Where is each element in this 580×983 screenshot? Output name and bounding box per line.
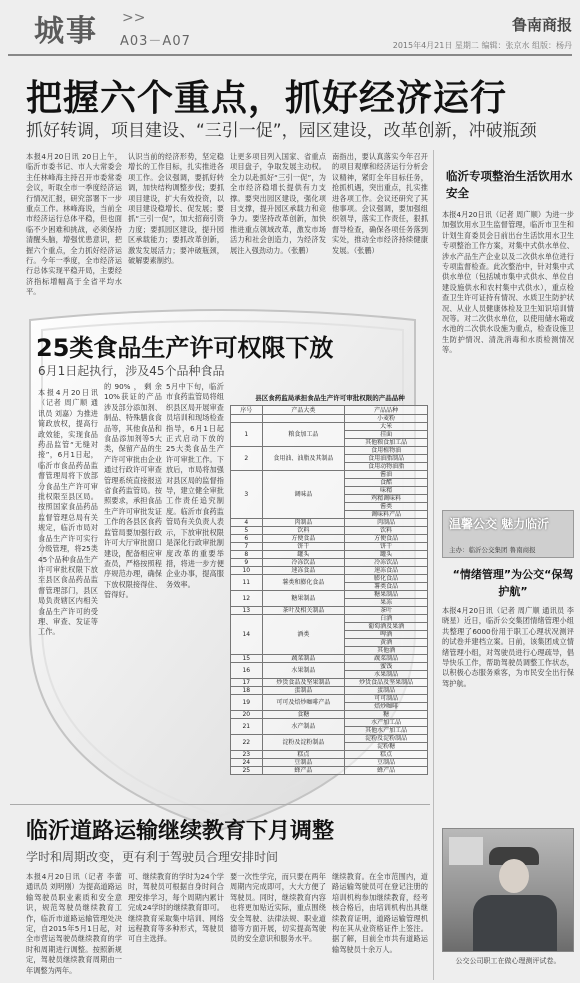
bottom-story-column-4: 继续教育。在全市范围内，道路运输驾驶员可在登记注册的培训机构参加继续教育，经考核合格后，由培训机构出具继续教育证明，道路运输管理机构在其从业资格证件上签注。据了解，目前全市共有道路运输驾驶员十余万人。: [332, 872, 428, 954]
table-cell-item: 糖果制品: [345, 591, 428, 599]
table-cell-category: 茶叶及相关制品: [262, 607, 345, 615]
bottom-story-title: 临沂道路运输继续教育下月调整: [26, 819, 335, 844]
table-cell-item: 其他酒: [345, 647, 428, 655]
table-cell-item: 糕点: [345, 751, 428, 759]
table-cell-item: 鸡精调味料: [345, 495, 428, 503]
table-cell-item: 食醋: [345, 479, 428, 487]
main-story-column-4: 南指出，要认真落实今年召开的项目观摩和经济运行分析会议精神，紧盯全年目标任务，抢抓机遇，突出重点，扎实推进各项工作。会议还研究了其他事项。会议强调，要加强组织领导，落实工作责任，狠抓督导检查，确保各项任务落到实处，推动全市经济持续健康发展。（张鹏）: [332, 152, 428, 255]
table-cell-category: 薯类和膨化食品: [262, 575, 345, 591]
food-story-column-1: 本报4月20日讯（记者 周广顺 通讯员 刘嘉）为推进简政放权，提高行政效能，实现食品药品监管“无缝对接”，6月1日起，临沂市食品药品监督管理局将下放部分食品生产许可审批权限至县区局。按照国家食品药品监督管理总局有关规定，临沂市局对食品生产许可实行分级管理，将25类45个品种食品生产许可审批权限下放至县区食品药品监督管理部门，县区局负责辖区内相关食品生产许可的受理、审查、发证等工作。: [38, 388, 98, 637]
bottom-story-column-3: 要一次性学完，而只要在两年周期内完成即可，大大方便了驾驶员。同时，继续教育内容也将更加贴近实际，重点围绕安全驾驶、法律法规、职业道德等方面开展，切实提高驾驶员的安全意识和服务水平。: [230, 872, 326, 944]
food-license-table: [230, 405, 428, 775]
section-arrows: >>: [122, 10, 146, 26]
table-cell-category: 肉制品: [262, 519, 345, 527]
food-story-column-2: 的90%，剩余10%获证的产品涉及部分添加剂、制品、特殊膳食食品等，其他食品和食品添加剂等5大类，保留产品的生产许可审批由企业通过行政许可审查管理系统直接报送省食药监管局。按照要求，承担食品生产许可审批发证工作的各县区食药监管局要加强行政许可大厅审批窗口建设，配备相应审查员，严格按照程序规范办理，确保下放权限接得住、管得好。: [104, 382, 162, 600]
table-cell-item: 蜂产品: [345, 767, 428, 775]
table-row: [231, 695, 428, 703]
table-cell-item: 其他水产加工品: [345, 727, 428, 735]
table-cell-item: 酱类: [345, 503, 428, 511]
table-cell-item: 果冻: [345, 599, 428, 607]
table-cell-category: 水产制品: [262, 719, 345, 735]
table-cell-item: 饼干: [345, 543, 428, 551]
table-cell-no: 12: [231, 591, 263, 607]
sidebar-body-2: 本报4月20日讯（记者 周广顺 通讯员 李晓星）近日，临沂公交集团情绪管理小组共整理了6000份用于职工心理状况测评的试卷并建档立案。日前，该集团成立情绪管理小组，对驾驶员进行心理疏导，倡导快乐工作，帮助驾驶员调整工作状态，以积极心态服务乘客，为市民安全出行保驾护航。: [442, 606, 574, 688]
table-cell-category: 冷冻饮品: [262, 559, 345, 567]
table-cell-no: 20: [231, 711, 263, 719]
main-story-column-3: 让更多项目列入国家、省重点项目盘子，争取发展主动权。全力以赴抓好“三引一促”，为全市经济稳增长提供有力支撑。要突出园区建设，强化项目支撑，提升园区承载力和竞争力。要坚持改革创新，加快推进重点领域改革，激发市场活力和社会创造力，为经济发展注入强劲动力。（张鹏）: [230, 152, 326, 255]
main-subhead: 抓好转调，项目建设、“三引一促”，园区建设，改革创新，冲破瓶颈: [26, 121, 537, 141]
table-caption: 县区食药监局承担食品生产许可审批权限的产品品种: [255, 394, 405, 402]
table-cell-no: 3: [231, 471, 263, 519]
table-cell-category: 蛋制品: [262, 687, 345, 695]
table-row: [231, 415, 428, 423]
table-cell-category: 食糖: [262, 711, 345, 719]
table-cell-no: 17: [231, 679, 263, 687]
table-cell-item: 食用植物油: [345, 447, 428, 455]
table-cell-no: 11: [231, 575, 263, 591]
table-cell-no: 6: [231, 535, 263, 543]
table-cell-no: 10: [231, 567, 263, 575]
table-row: [231, 711, 428, 719]
table-cell-category: 速冻食品: [262, 567, 345, 575]
food-story-subtitle: 6月1日起执行，涉及45个品种食品: [38, 364, 225, 378]
table-cell-item: 食用油脂制品: [345, 455, 428, 463]
table-cell-no: 14: [231, 615, 263, 655]
section-title: 城事: [34, 14, 98, 49]
table-row: [231, 591, 428, 599]
bottom-rule: [10, 804, 430, 805]
sidebar-title-2: “情绪管理”为公交“保驾护航”: [452, 568, 574, 598]
bus-promo-banner: [442, 510, 574, 558]
table-cell-category: [262, 415, 345, 423]
promo-sponsor: 主办：临沂公交集团 鲁南商报: [449, 546, 536, 554]
table-row: [231, 615, 428, 623]
table-row: [231, 471, 428, 479]
table-row: [231, 719, 428, 727]
table-row: [231, 767, 428, 775]
table-cell-no: 2: [231, 447, 263, 471]
table-header-items: 产品品种: [345, 406, 428, 415]
table-row: [231, 687, 428, 695]
table-cell-item: 葡萄酒及果酒: [345, 623, 428, 631]
table-cell-no: 24: [231, 759, 263, 767]
table-cell-item: 饮料: [345, 527, 428, 535]
table-cell-item: 调味料产品: [345, 511, 428, 519]
table-cell-no: 22: [231, 735, 263, 751]
main-story-column-2: 认识当前的经济形势，坚定稳增长的工作目标，扎实推进各项工作。会议强调，要抓好转调，加快结构调整步伐；要抓项目建设，扩大有效投资，以项目建设稳增长、促发展；要抓“三引一促”，加大招商引资力度；要抓园区建设，提升园区承载能力；要抓改革创新，激发发展活力；要冲破瓶颈，破解要素制约。: [128, 152, 224, 266]
table-cell-item: 食用动物油脂: [345, 463, 428, 471]
main-headline: 把握六个重点，抓好经济运行: [26, 78, 508, 119]
table-cell-item: 冷冻饮品: [345, 559, 428, 567]
table-row: [231, 751, 428, 759]
table-body: [231, 415, 428, 775]
paper-name: 鲁南商报: [511, 16, 572, 34]
table-cell-no: 25: [231, 767, 263, 775]
table-cell-item: 小麦粉: [345, 415, 428, 423]
table-cell-item: 速冻食品: [345, 567, 428, 575]
table-row: [231, 519, 428, 527]
table-row: [231, 735, 428, 743]
table-cell-no: [231, 415, 263, 423]
table-cell-category: 饼干: [262, 543, 345, 551]
masthead: [0, 0, 580, 56]
table-cell-item: 薯类食品: [345, 583, 428, 591]
table-cell-item: 淀粉糖: [345, 743, 428, 751]
table-row: [231, 663, 428, 671]
table-row: [231, 423, 428, 431]
table-header-no: 序号: [231, 406, 263, 415]
table-cell-item: 方便食品: [345, 535, 428, 543]
table-cell-item: 味精: [345, 487, 428, 495]
table-cell-no: 5: [231, 527, 263, 535]
table-cell-item: 炒货食品及坚果制品: [345, 679, 428, 687]
table-cell-category: 粮食加工品: [262, 423, 345, 447]
table-cell-category: 蔬菜制品: [262, 655, 345, 663]
table-row: [231, 759, 428, 767]
table-cell-item: 膨化食品: [345, 575, 428, 583]
table-row: [231, 543, 428, 551]
table-cell-item: 水产加工品: [345, 719, 428, 727]
table-cell-no: 15: [231, 655, 263, 663]
table-cell-category: 水果制品: [262, 663, 345, 679]
table-cell-no: 21: [231, 719, 263, 735]
table-row: [231, 567, 428, 575]
table-row: [231, 447, 428, 455]
table-cell-category: 罐头: [262, 551, 345, 559]
bottom-story-column-1: 本报4月20日讯（记者 李蕾 通讯员 刘明刚）为提高道路运输驾驶员职业素质和安全意识，规范驾驶员继续教育工作，临沂市道路运输管理处决定，自2015年5月1日起，对全市营运驾驶员继续教育的学时和周期进行调整。按照新规定，驾驶员继续教育周期由一年调整为两年。: [26, 872, 122, 975]
table-cell-item: 挂面: [345, 431, 428, 439]
food-story-title: 25类食品生产许可权限下放: [36, 334, 334, 362]
table-cell-no: 9: [231, 559, 263, 567]
table-cell-item: 啤酒: [345, 631, 428, 639]
table-cell-item: 大米: [345, 423, 428, 431]
table-row: [231, 535, 428, 543]
table-cell-category: 淀粉及淀粉制品: [262, 735, 345, 751]
bottom-story-subtitle: 学时和周期改变，更有利于驾驶员合理安排时间: [26, 850, 279, 864]
food-story-column-3: 5月中下旬，临沂市食药监管局将组织县区局开展审查员培训和现场检查指导，6月1日起正式启动下放的25大类食品生产许可审批工作。下放后，市局将加强对县区局的监督指导，建立健全审批工作责任追究制度。临沂市食药监管局有关负责人表示，下放审批权限是深化行政审批制度改革的重要举措，将进一步方便企业办事，提高服务效率。: [166, 382, 224, 589]
table-cell-no: 4: [231, 519, 263, 527]
table-cell-category: 糕点: [262, 751, 345, 759]
table-cell-category: 饮料: [262, 527, 345, 535]
photo-caption: 公交公司职工在做心理测评试卷。: [455, 957, 561, 965]
table-cell-item: 蔬菜制品: [345, 655, 428, 663]
driver-photo: [442, 828, 574, 952]
table-cell-category: 方便食品: [262, 535, 345, 543]
table-cell-no: 16: [231, 663, 263, 679]
table-cell-item: 酱油: [345, 471, 428, 479]
main-story-column-1: 本报4月20日讯 20日上午，临沂市委书记、市人大常委会主任林峰海主持召开市委常委会议，听取全市一季度经济运行情况汇报，研究部署下一步重点工作。林峰海说，当前全市经济运行总体平稳，但也面临不少困难和挑战，必须保持清醒头脑，增强忧患意识，把握六个重点，全力抓好经济运行。今年一季度，全市经济运行总体实现平稳开局，主要经济指标增幅高于全省平均水平。: [26, 152, 122, 297]
bottom-story-column-2: 可、继续教育的学时为24个学时，驾驶员可根据自身时间合理安排学习，每个周期内累计完成24学时的继续教育即可。继续教育采取集中培训、网络远程教育等多种形式，驾驶员可自主选择。: [128, 872, 224, 944]
table-cell-no: 19: [231, 695, 263, 711]
table-cell-category: 调味品: [262, 471, 345, 519]
table-cell-no: 8: [231, 551, 263, 559]
table-cell-item: 糖: [345, 711, 428, 719]
table-cell-item: 罐头: [345, 551, 428, 559]
table-row: [231, 559, 428, 567]
table-cell-item: 其他粮食加工品: [345, 439, 428, 447]
table-cell-item: 可可制品: [345, 695, 428, 703]
masthead-rule: [8, 54, 572, 56]
table-cell-category: 炒货食品及坚果制品: [262, 679, 345, 687]
table-row: [231, 575, 428, 583]
table-row: [231, 607, 428, 615]
table-row: [231, 527, 428, 535]
column-divider: [433, 150, 434, 980]
table-row: [231, 551, 428, 559]
sidebar-title: 临沂专项整治生活饮用水安全: [446, 169, 573, 200]
table-cell-no: 7: [231, 543, 263, 551]
table-cell-category: 豆制品: [262, 759, 345, 767]
table-cell-item: 水果制品: [345, 671, 428, 679]
table-row: [231, 679, 428, 687]
table-cell-category: 食用油、油脂及其制品: [262, 447, 345, 471]
table-cell-category: 酒类: [262, 615, 345, 655]
table-cell-category: 蜂产品: [262, 767, 345, 775]
table-header-category: 产品大类: [262, 406, 345, 415]
table-cell-item: 白酒: [345, 615, 428, 623]
table-cell-item: 豆制品: [345, 759, 428, 767]
table-cell-no: 18: [231, 687, 263, 695]
section-pages: A03－A07: [120, 34, 191, 49]
issue-meta: 2015年4月21日 星期二 编辑：张京水 组版：杨丹: [392, 41, 572, 50]
table-cell-item: 茶叶: [345, 607, 428, 615]
table-cell-item: 黄酒: [345, 639, 428, 647]
table-cell-category: 糖果制品: [262, 591, 345, 607]
table-cell-no: 1: [231, 423, 263, 447]
table-cell-item: 淀粉及淀粉制品: [345, 735, 428, 743]
table-cell-category: 可可及焙炒咖啡产品: [262, 695, 345, 711]
promo-title: 温馨公交 魅力临沂: [449, 517, 550, 531]
table-cell-item: 肉制品: [345, 519, 428, 527]
table-cell-item: 蛋制品: [345, 687, 428, 695]
table-row: [231, 655, 428, 663]
table-cell-no: 13: [231, 607, 263, 615]
table-cell-no: 23: [231, 751, 263, 759]
table-cell-item: 蜜饯: [345, 663, 428, 671]
sidebar-body: 本报4月20日讯（记者 周广顺）为进一步加强饮用水卫生监督管理，临沂市卫生和计划生育委员会日前出台生活饮用水卫生专项整治工作方案，对集中式供水单位、涉水产品生产企业以及二次供水单位进行专项监督检查。此次整治中，针对集中式供水单位（包括城市集中式供水、单位自建设施供水和农村集中式供水），重点检查卫生许可证持有情况、水质卫生防护状况、从业人员健康体检及卫生知识培训情况等。对二次供水单位，以使用储水箱或水池的二次供水设施为重点，检查设施卫生防护情况、清洗消毒和水质检测情况等。: [442, 210, 574, 355]
table-cell-item: 焙炒咖啡: [345, 703, 428, 711]
